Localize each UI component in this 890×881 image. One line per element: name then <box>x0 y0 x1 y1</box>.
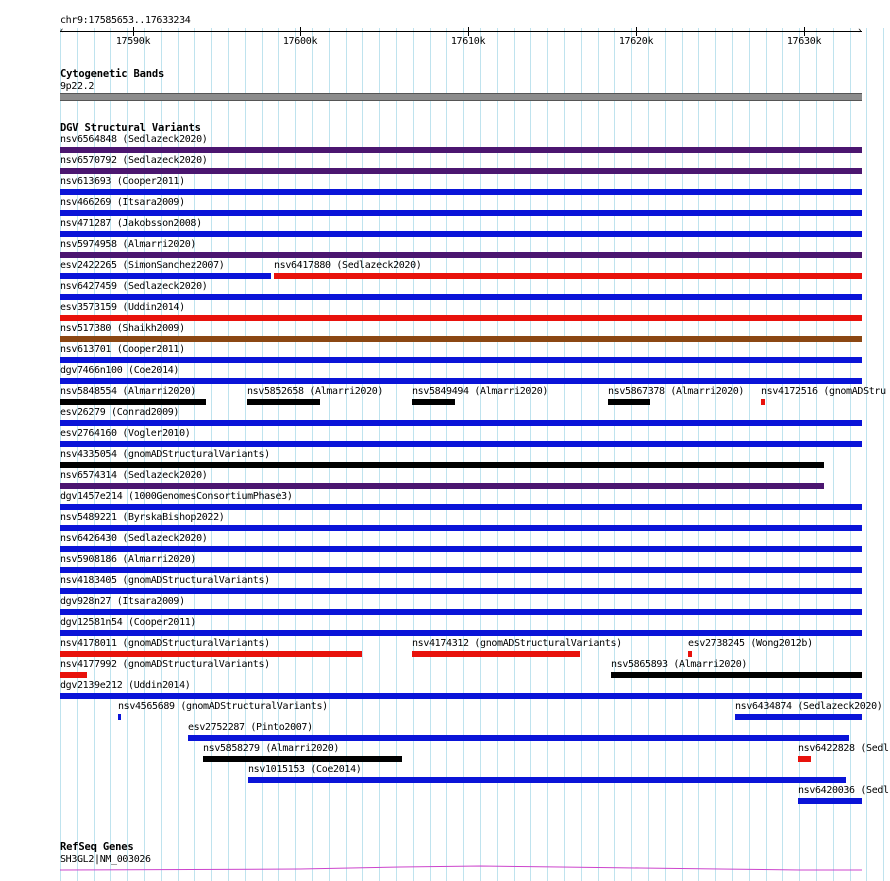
variant-bar[interactable] <box>60 294 862 300</box>
variant-label: nsv466269 (Itsara2009) <box>60 197 185 208</box>
variant-label: esv2422265 (SimonSanchez2007) <box>60 260 225 271</box>
variant-bar[interactable] <box>60 588 862 594</box>
variant-label: nsv4172516 (gnomADStru <box>761 386 886 397</box>
refseq-track-title: RefSeq Genes <box>60 841 134 853</box>
variant-label: nsv613693 (Cooper2011) <box>60 176 185 187</box>
variant-label: nsv4178011 (gnomADStructuralVariants) <box>60 638 270 649</box>
variant-label: nsv5908186 (Almarri2020) <box>60 554 197 565</box>
gene-model[interactable] <box>0 855 890 881</box>
variant-label: nsv4177992 (gnomADStructuralVariants) <box>60 659 270 670</box>
variant-label: esv2752287 (Pinto2007) <box>188 722 313 733</box>
ruler-tick-label: 17600k <box>282 36 318 47</box>
variant-bar[interactable] <box>60 672 87 678</box>
variant-label: dgv12581n54 (Cooper2011) <box>60 617 197 628</box>
variant-bar[interactable] <box>60 168 862 174</box>
variant-label: nsv6427459 (Sedlazeck2020) <box>60 281 208 292</box>
right-arrow-icon[interactable]: › <box>857 26 863 36</box>
variant-bar[interactable] <box>274 273 862 279</box>
variant-bar[interactable] <box>118 714 121 720</box>
variant-bar[interactable] <box>60 441 862 447</box>
variant-label: nsv6564848 (Sedlazeck2020) <box>60 134 208 145</box>
variant-bar[interactable] <box>60 483 824 489</box>
variant-bar[interactable] <box>412 399 455 405</box>
variant-bar[interactable] <box>735 714 862 720</box>
cytoband-bar[interactable] <box>60 93 862 101</box>
variant-label: nsv6426430 (Sedlazeck2020) <box>60 533 208 544</box>
variant-label: nsv6574314 (Sedlazeck2020) <box>60 470 208 481</box>
variant-label: esv2764160 (Vogler2010) <box>60 428 191 439</box>
variant-bar[interactable] <box>60 147 862 153</box>
variant-bar[interactable] <box>761 399 765 405</box>
variant-bar[interactable] <box>412 651 580 657</box>
variant-label: nsv6422828 (Sedl <box>798 743 889 754</box>
variant-bar[interactable] <box>60 609 862 615</box>
variant-label: nsv5849494 (Almarri2020) <box>412 386 549 397</box>
ruler-tick-label: 17630k <box>786 36 822 47</box>
variant-label: nsv517380 (Shaikh2009) <box>60 323 185 334</box>
variant-bar[interactable] <box>60 525 862 531</box>
variant-label: nsv5852658 (Almarri2020) <box>247 386 384 397</box>
variant-label: esv3573159 (Uddin2014) <box>60 302 185 313</box>
ruler-tick <box>636 27 637 36</box>
variant-bar[interactable] <box>60 462 824 468</box>
ruler-tick <box>133 27 134 36</box>
variant-label: nsv6420036 (Sedl <box>798 785 889 796</box>
variant-label: nsv6570792 (Sedlazeck2020) <box>60 155 208 166</box>
ruler-tick <box>300 27 301 36</box>
variant-bar[interactable] <box>60 189 862 195</box>
ruler-tick-label: 17610k <box>450 36 486 47</box>
variant-bar[interactable] <box>608 399 650 405</box>
variant-label: nsv4335054 (gnomADStructuralVariants) <box>60 449 270 460</box>
variant-bar[interactable] <box>60 378 862 384</box>
variant-bar[interactable] <box>798 756 811 762</box>
variant-bar[interactable] <box>60 315 862 321</box>
variant-bar[interactable] <box>60 504 862 510</box>
gene-label: SH3GL2|NM_003026 <box>60 854 151 865</box>
variant-label: nsv5489221 (ByrskaBishop2022) <box>60 512 225 523</box>
ruler-tick-label: 17620k <box>618 36 654 47</box>
variant-label: esv2738245 (Wong2012b) <box>688 638 813 649</box>
variant-label: nsv4174312 (gnomADStructuralVariants) <box>412 638 622 649</box>
variant-bar[interactable] <box>798 798 862 804</box>
variant-label: nsv5867378 (Almarri2020) <box>608 386 745 397</box>
variant-label: nsv1015153 (Coe2014) <box>248 764 362 775</box>
variant-label: nsv5858279 (Almarri2020) <box>203 743 340 754</box>
variant-label: nsv4183405 (gnomADStructuralVariants) <box>60 575 270 586</box>
ruler-tick-label: 17590k <box>115 36 151 47</box>
cytoband-label: 9p22.2 <box>60 81 95 92</box>
variant-bar[interactable] <box>248 777 846 783</box>
dgv-track-title: DGV Structural Variants <box>60 122 201 134</box>
variant-bar[interactable] <box>60 252 862 258</box>
variant-bar[interactable] <box>60 651 362 657</box>
coordinate-readout: chr9:17585653..17633234 <box>60 15 191 26</box>
variant-bar[interactable] <box>60 630 862 636</box>
variant-bar[interactable] <box>60 420 862 426</box>
ruler-tick <box>468 27 469 36</box>
ruler-line <box>60 31 862 32</box>
variant-bar[interactable] <box>60 693 862 699</box>
variant-label: nsv5848554 (Almarri2020) <box>60 386 197 397</box>
variant-bar[interactable] <box>60 399 206 405</box>
variant-bar[interactable] <box>60 273 271 279</box>
variant-bar[interactable] <box>688 651 692 657</box>
variant-label: dgv928n27 (Itsara2009) <box>60 596 185 607</box>
variant-label: nsv6417880 (Sedlazeck2020) <box>274 260 422 271</box>
variant-bar[interactable] <box>611 672 862 678</box>
variant-label: nsv5865893 (Almarri2020) <box>611 659 748 670</box>
variant-bar[interactable] <box>60 546 862 552</box>
variant-label: nsv4565689 (gnomADStructuralVariants) <box>118 701 328 712</box>
left-arrow-icon[interactable]: ‹ <box>59 26 65 36</box>
variant-label: dgv7466n100 (Coe2014) <box>60 365 180 376</box>
variant-label: dgv2139e212 (Uddin2014) <box>60 680 191 691</box>
variant-label: nsv471287 (Jakobsson2008) <box>60 218 202 229</box>
variant-bar[interactable] <box>60 336 862 342</box>
variant-bar[interactable] <box>188 735 849 741</box>
variant-label: nsv613701 (Cooper2011) <box>60 344 185 355</box>
variant-bar[interactable] <box>60 210 862 216</box>
variant-label: esv26279 (Conrad2009) <box>60 407 180 418</box>
variant-bar[interactable] <box>60 357 862 363</box>
variant-label: dgv1457e214 (1000GenomesConsortiumPhase3) <box>60 491 293 502</box>
variant-label: nsv5974958 (Almarri2020) <box>60 239 197 250</box>
variant-bar[interactable] <box>247 399 320 405</box>
variant-label: nsv6434874 (Sedlazeck2020) <box>735 701 883 712</box>
variant-bar[interactable] <box>203 756 402 762</box>
cytogenetic-track-title: Cytogenetic Bands <box>60 68 165 80</box>
variant-bar[interactable] <box>60 567 862 573</box>
ruler-tick <box>804 27 805 36</box>
variant-bar[interactable] <box>60 231 862 237</box>
